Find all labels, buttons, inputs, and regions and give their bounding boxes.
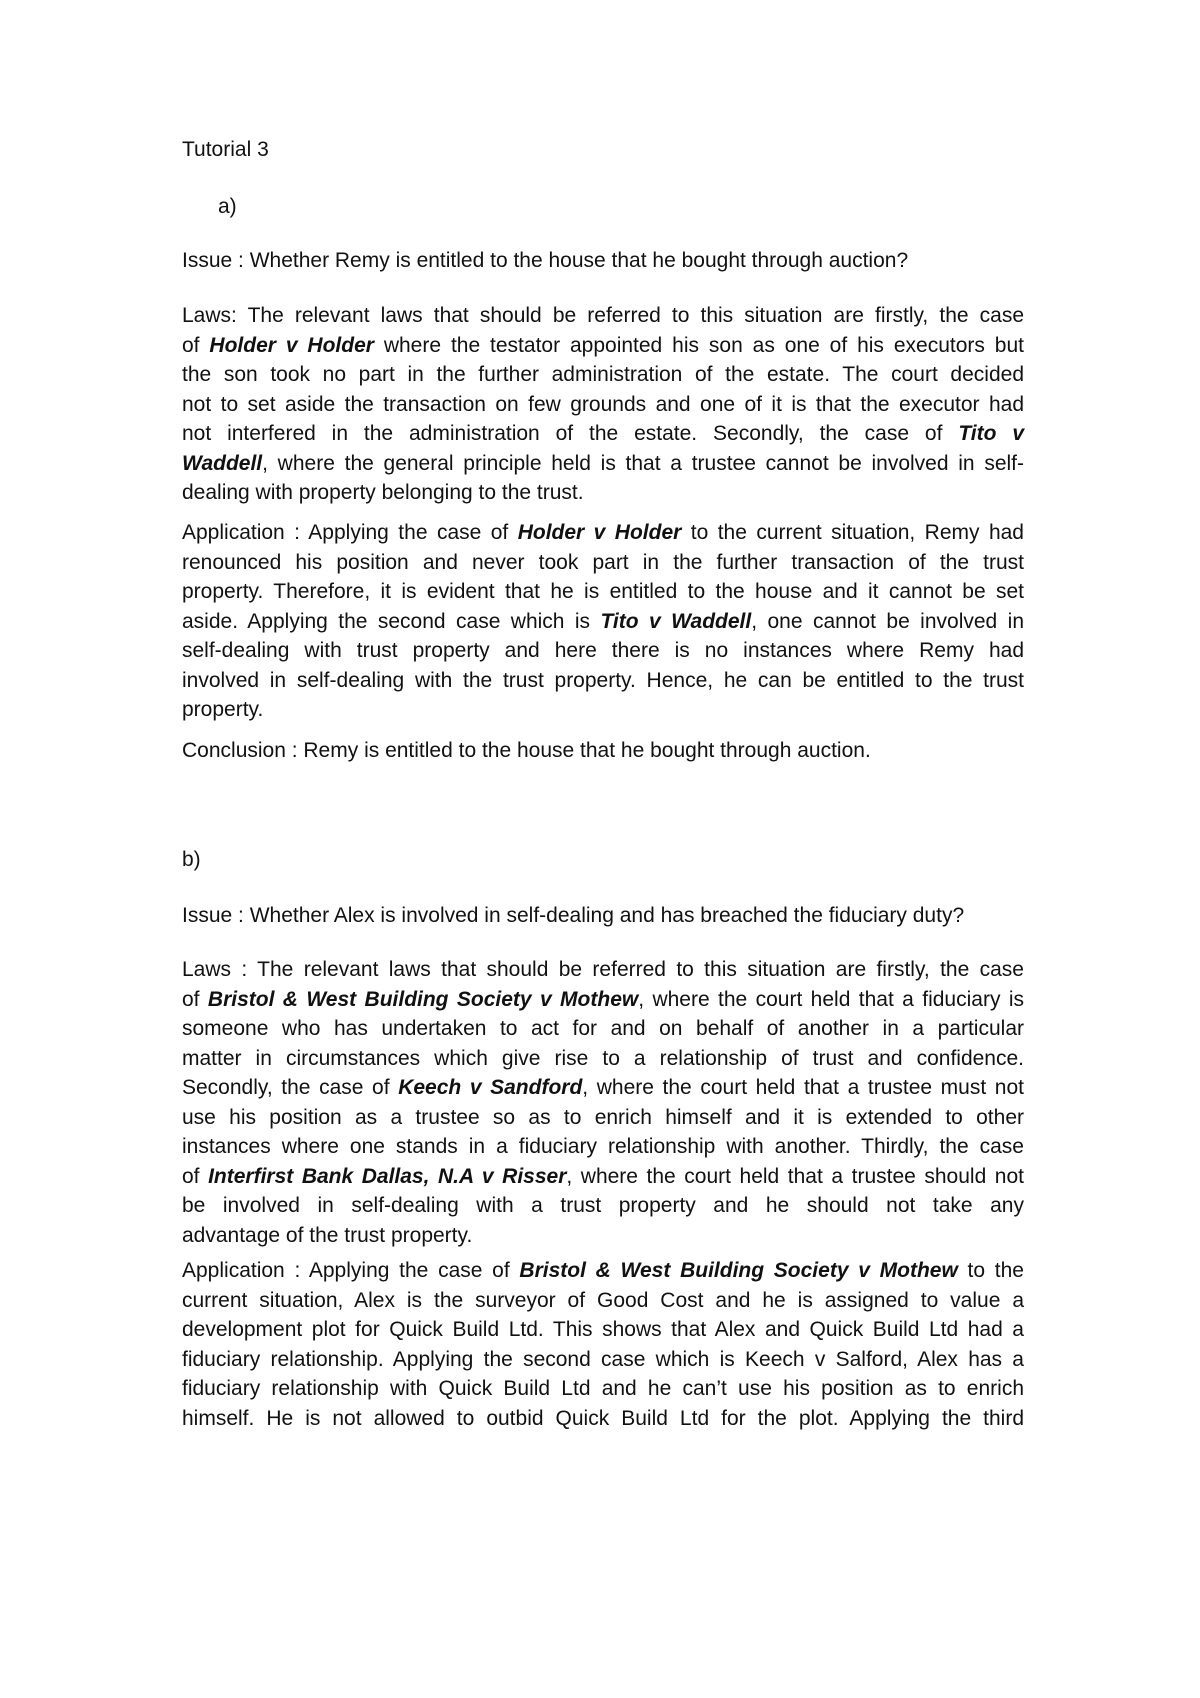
a-laws-line: of Holder v Holder where the testator appointed his son as one of his executors but xyxy=(182,333,1024,357)
title-text: Tutorial 3 xyxy=(182,138,269,161)
a-application-paragraph xyxy=(182,518,1024,725)
a-issue-text: Issue : Whether Remy is entitled to the house that he bought through auction? xyxy=(182,249,909,272)
a-application-line: renounced his position and never took part in the further transaction of the trust xyxy=(182,550,1024,574)
case-name: Keech v Sandford xyxy=(398,1076,583,1099)
b-laws-line: of Bristol & West Building Society v Mothew, where the court held that a fiduciary is xyxy=(182,987,1024,1011)
case-name: Tito v xyxy=(958,422,1024,445)
a-application-line: involved in self-dealing with the trust property. Hence, he can be entitled to the trust xyxy=(182,668,1024,692)
doc-title xyxy=(182,135,1024,165)
a-conclusion xyxy=(182,736,1024,766)
a-laws-paragraph xyxy=(182,301,1024,508)
b-laws-line: be involved in self-dealing with a trust property and he should not take any xyxy=(182,1194,1024,1217)
b-application-line: fiduciary relationship. Applying the second case which is Keech v Salford, Alex has a xyxy=(182,1347,1024,1371)
part-b-label xyxy=(182,845,1024,875)
b-laws-line: matter in circumstances which give rise to a relationship of trust and confidence. xyxy=(182,1046,1024,1070)
a-laws-line: not interfered in the administration of the estate. Secondly, the case of Tito v xyxy=(182,422,1024,445)
b-application-line: development plot for Quick Build Ltd. This shows that Alex and Quick Build Ltd had a xyxy=(182,1318,1024,1341)
a-application-line: self-dealing with trust property and here there is no instances where Remy had xyxy=(182,639,1024,662)
a-application-line: Application : Applying the case of Holder v Holder to the current situation, Remy had xyxy=(182,521,1024,544)
case-name: Bristol & West Building Society v Mothew xyxy=(207,987,639,1011)
a-laws-line: dealing with property belonging to the trust. xyxy=(182,481,584,504)
part-a-text: a) xyxy=(218,195,237,218)
b-laws-line: someone who has undertaken to act for and on behalf of another in a particular xyxy=(182,1017,1024,1040)
b-application-paragraph xyxy=(182,1256,1024,1433)
a-laws-line: Waddell, where the general principle held is that a trustee cannot be involved in self- xyxy=(182,451,1024,475)
a-conclusion-text: Conclusion : Remy is entitled to the house that he bought through auction. xyxy=(182,739,871,762)
b-laws-line: Secondly, the case of Keech v Sandford, where the court held that a trustee must not xyxy=(182,1076,1024,1099)
a-application-line: property. Therefore, it is evident that he is entitled to the house and it cannot be set xyxy=(182,580,1024,603)
b-laws-line: Laws : The relevant laws that should be referred to this situation are firstly, the case xyxy=(182,958,1024,981)
b-laws-line: use his position as a trustee so as to enrich himself and it is extended to other xyxy=(182,1105,1024,1129)
b-application-line: current situation, Alex is the surveyor of Good Cost and he is assigned to value a xyxy=(182,1288,1024,1312)
a-laws-line: the son took no part in the further administration of the estate. The court decided xyxy=(182,363,1024,386)
b-application-line: himself. He is not allowed to outbid Quick Build Ltd for the plot. Applying the third xyxy=(182,1406,1024,1430)
b-application-line: fiduciary relationship with Quick Build Ltd and he can’t use his position as to enrich xyxy=(182,1377,1024,1400)
a-laws-line: Laws: The relevant laws that should be referred to this situation are firstly, the case xyxy=(182,304,1024,327)
part-a-label xyxy=(182,192,1024,222)
b-laws-line: advantage of the trust property. xyxy=(182,1223,473,1247)
b-laws-paragraph xyxy=(182,955,1024,1250)
a-issue xyxy=(182,246,1024,276)
case-name: Tito v Waddell xyxy=(600,609,752,633)
a-application-line: aside. Applying the second case which is Tito v Waddell, one cannot be involved in xyxy=(182,609,1024,633)
b-laws-line: instances where one stands in a fiduciary relationship with another. Thirdly, the case xyxy=(182,1135,1024,1158)
case-name: Waddell xyxy=(182,451,263,475)
b-application-line: Application : Applying the case of Bristol & West Building Society v Mothew to the xyxy=(182,1259,1024,1282)
part-b-text: b) xyxy=(182,848,201,871)
b-issue xyxy=(182,901,1024,931)
a-application-line: property. xyxy=(182,698,264,721)
case-name: Bristol & West Building Society v Mothew xyxy=(519,1259,958,1282)
b-laws-line: of Interfirst Bank Dallas, N.A v Risser, where the court held that a trustee should not xyxy=(182,1164,1025,1188)
b-issue-text: Issue : Whether Alex is involved in self-dealing and has breached the fiduciary duty? xyxy=(182,904,965,927)
case-name: Holder v Holder xyxy=(517,521,682,544)
case-name: Interfirst Bank Dallas, N.A v Risser xyxy=(208,1164,567,1188)
a-laws-line: not to set aside the transaction on few grounds and one of it is that the executor had xyxy=(182,392,1024,416)
case-name: Holder v Holder xyxy=(209,333,374,357)
